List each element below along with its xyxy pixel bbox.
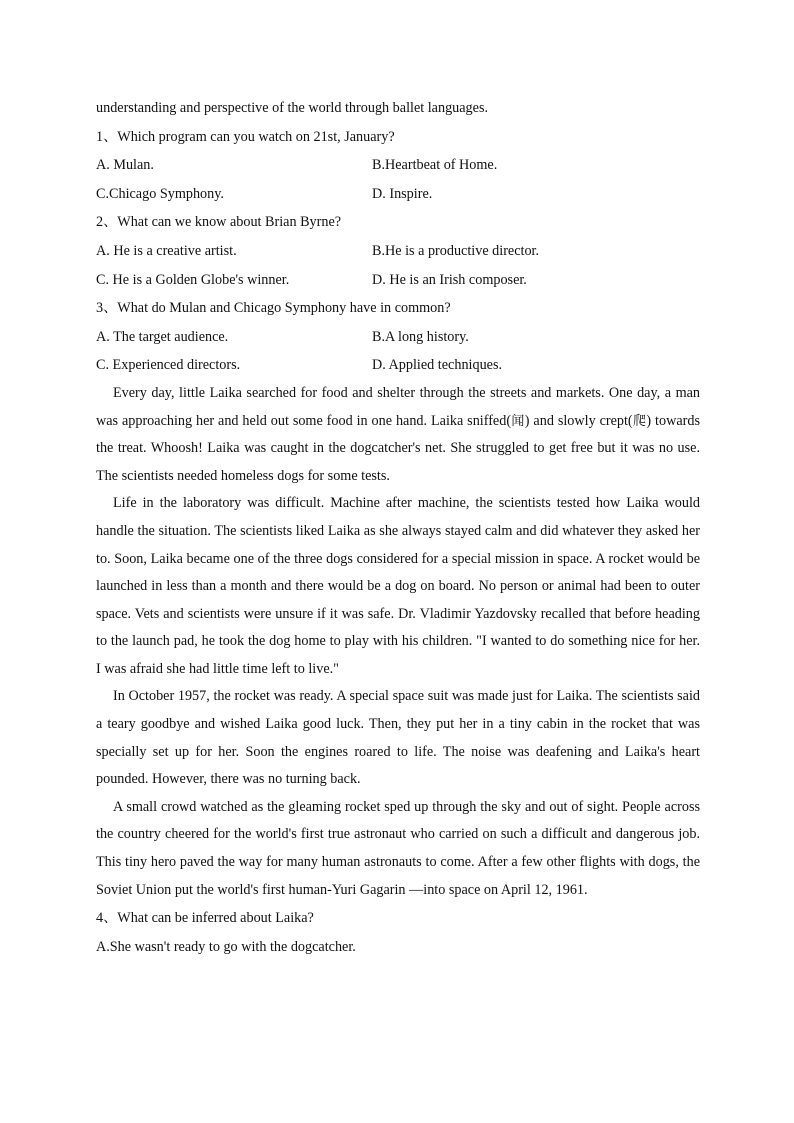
paragraph-text: ) and slowly crept(: [524, 412, 633, 429]
question-2: [96, 208, 700, 294]
passage-paragraph-1: [96, 380, 700, 490]
option-row: [96, 351, 700, 380]
option-row: [96, 151, 700, 180]
passage-paragraph-4: A small crowd watched as the gleaming rocket sped up through the sky and out of sight. People across the country cheered for the world's first true astronaut who carried on such a difficult and dangerous job. This tiny hero paved the way for many human astronauts to come. After a few other flights with dogs, the Soviet Union put the world's first human-Yuri Gagarin —into space on April 12, 1961.: [96, 798, 700, 898]
option-row: [96, 266, 700, 295]
option-row: [96, 237, 700, 266]
passage-paragraph-2: Life in the laboratory was difficult. Machine after machine, the scientists tested how Laika would handle the situation. The scientists liked Laika as she always stayed calm and did whatever they asked her to. Soon, Laika became one of the three dogs considered for a special mission in space. A rocket would be launched in less than a month and there would be a dog on board. No person or animal had been to outer space. Vets and scientists were unsure if it was safe. Dr. Vladimir Yazdovsky recalled that before heading to the launch pad, he took the dog home to play with his children. "I wanted to do something nice for her. I was afraid she had little time left to live.": [96, 495, 700, 677]
option-a[interactable]: A. He is a creative artist.: [96, 242, 237, 259]
question-4: [96, 904, 700, 961]
question-number: 3、: [96, 300, 118, 317]
document-page: [96, 94, 700, 961]
option-row: [96, 180, 700, 209]
option-b[interactable]: B.A long history.: [372, 328, 469, 345]
question-stem: [96, 208, 700, 237]
question-3: [96, 294, 700, 380]
option-d[interactable]: D. Applied techniques.: [372, 357, 503, 374]
question-stem: [96, 294, 700, 323]
paragraph-text: Every day, little Laika searched for food and shelter through the streets and markets. One day, a man was approaching her and held out some food in one hand. Laika sniffed(: [96, 384, 700, 429]
option-d[interactable]: D. He is an Irish composer.: [372, 271, 527, 288]
question-text: What can we know about Brian Byrne?: [117, 214, 342, 231]
question-number: 2、: [96, 214, 118, 231]
gloss-crawl: 爬: [632, 413, 647, 429]
option-a[interactable]: A. The target audience.: [96, 328, 229, 345]
option-row: [96, 323, 700, 352]
passage-paragraph-3: In October 1957, the rocket was ready. A special space suit was made just for Laika. The scientists said a teary goodbye and wished Laika good luck. Then, they put her in a tiny cabin in the rocket that was specially set up for her. Soon the engines roared to life. The noise was deafening and Laika's heart pounded. However, there was no turning back.: [96, 688, 700, 788]
option-a[interactable]: A. Mulan.: [96, 157, 154, 174]
question-number: 1、: [96, 128, 118, 145]
intro-line: understanding and perspective of the world through ballet languages.: [96, 100, 489, 116]
question-stem: [96, 904, 700, 933]
option-d[interactable]: D. Inspire.: [372, 185, 433, 202]
question-text: What can be inferred about Laika?: [117, 910, 314, 927]
question-text: What do Mulan and Chicago Symphony have in common?: [117, 300, 451, 317]
option-b[interactable]: B.Heartbeat of Home.: [372, 157, 498, 174]
question-stem: [96, 123, 700, 152]
option-a[interactable]: A.She wasn't ready to go with the dogcatcher.: [96, 938, 356, 955]
option-b[interactable]: B.He is a productive director.: [372, 242, 540, 259]
paragraph-text: ) towards the treat. Whoosh! Laika was caught in the dogcatcher's net. She struggled to get free but it was no use. The scientists needed homeless dogs for some tests.: [96, 412, 700, 484]
option-c[interactable]: C. He is a Golden Globe's winner.: [96, 271, 290, 288]
question-text: Which program can you watch on 21st, January?: [117, 128, 395, 145]
question-number: 4、: [96, 910, 118, 927]
question-1: [96, 123, 700, 209]
option-c[interactable]: C.Chicago Symphony.: [96, 185, 224, 202]
option-c[interactable]: C. Experienced directors.: [96, 357, 241, 374]
gloss-sniff: 闻: [511, 413, 525, 429]
reading-passage: [96, 380, 700, 904]
